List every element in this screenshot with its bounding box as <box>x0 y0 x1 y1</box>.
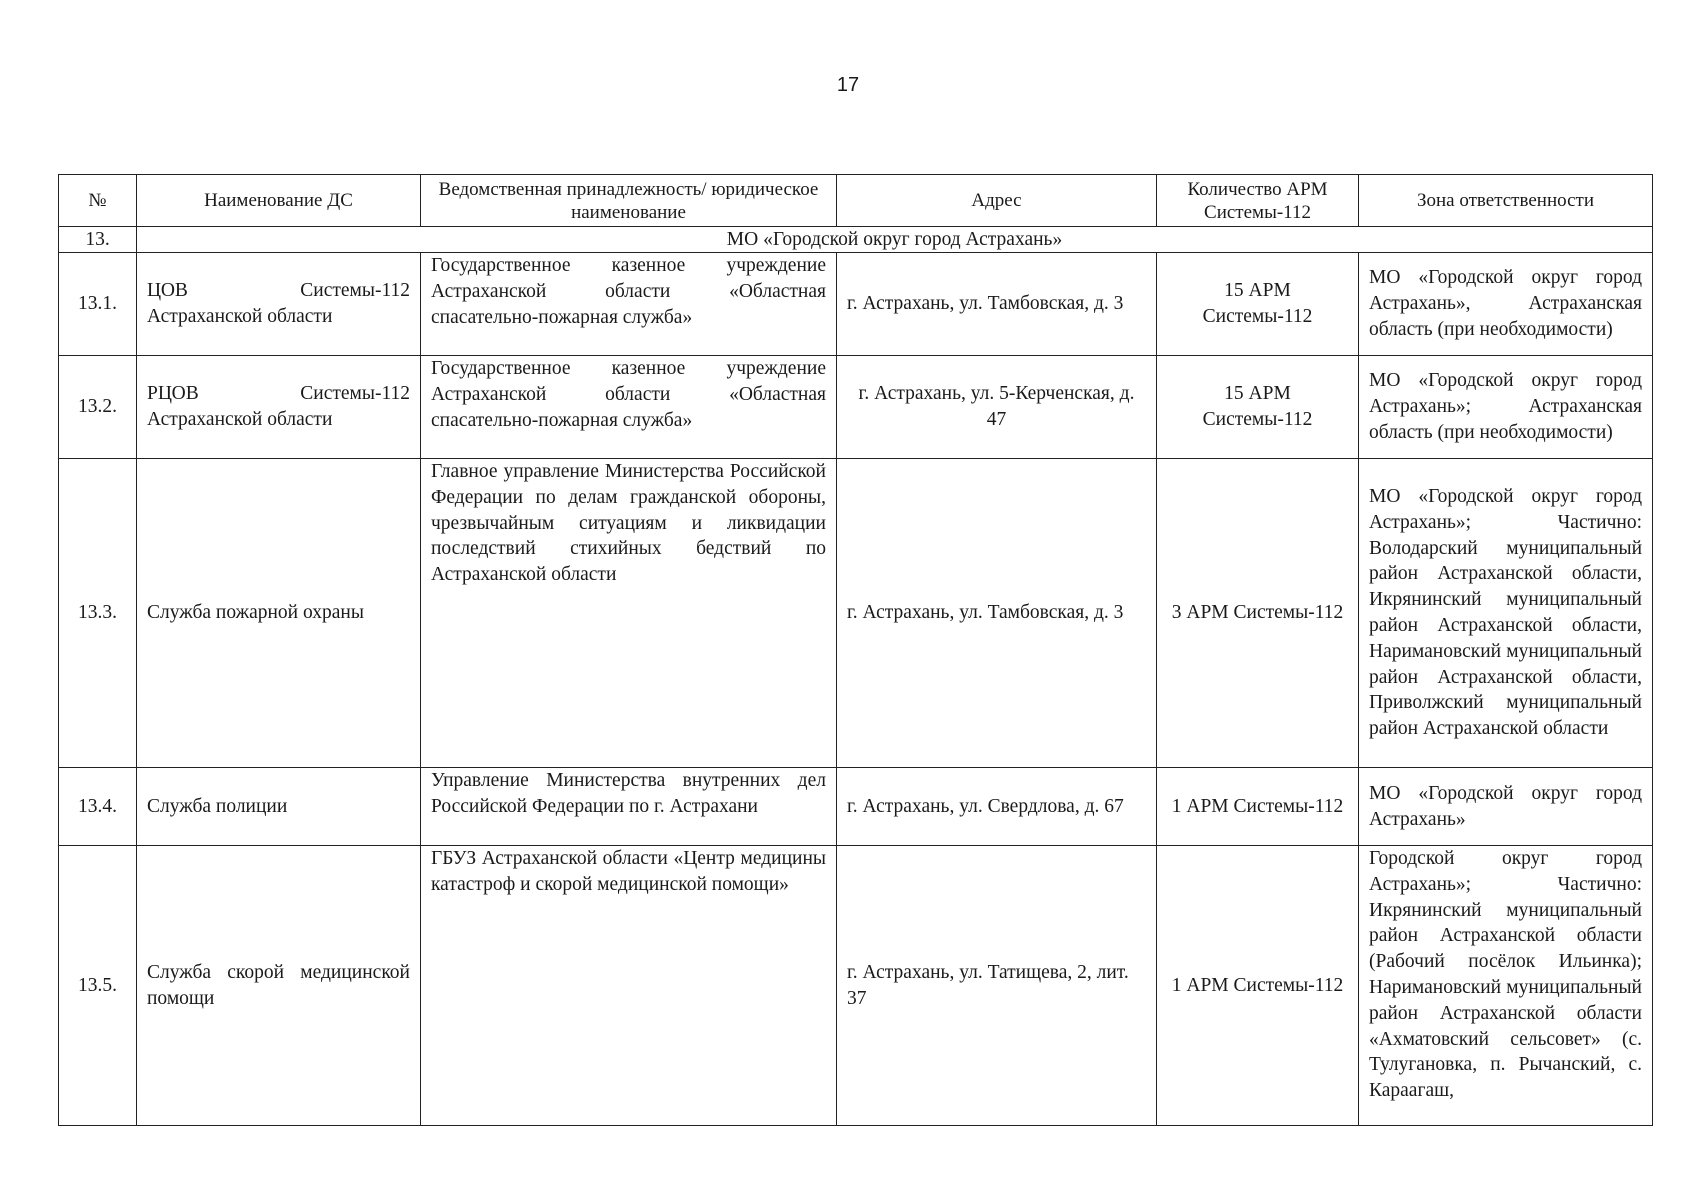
row-name: Служба полиции <box>137 768 421 846</box>
table-row <box>59 768 1653 846</box>
emergency-services-table <box>58 174 1653 1126</box>
row-department: Управление Министерства внутренних дел Российской Федерации по г. Астрахани <box>421 768 837 846</box>
table-row <box>59 356 1653 459</box>
table-row <box>59 253 1653 356</box>
header-department: Ведомственная принадлежность/ юридическое наименование <box>421 175 837 227</box>
row-arm-count: 1 АРМ Системы-112 <box>1157 768 1359 846</box>
row-address: г. Астрахань, ул. Татищева, 2, лит. 37 <box>837 846 1157 1126</box>
row-number: 13.3. <box>59 459 137 768</box>
row-department: Государственное казенное учреждение Астраханской области «Областная спасательно-пожарная служба» <box>421 356 837 459</box>
header-address: Адрес <box>837 175 1157 227</box>
row-zone: МО «Городской округ город Астрахань»; Частично: Володарский муниципальный район Астраханской области, Икрянинский муниципальный район Астраханской области, Наримановский муниципальный район Астраханской области, Приволжский муниципальный район Астраханской области <box>1359 459 1653 768</box>
row-address: г. Астрахань, ул. Тамбовская, д. 3 <box>837 459 1157 768</box>
row-arm-count: 15 АРМ Системы-112 <box>1157 356 1359 459</box>
header-number: № <box>59 175 137 227</box>
row-number: 13.2. <box>59 356 137 459</box>
row-name: ЦОВ Системы-112 Астраханской области <box>137 253 421 356</box>
row-address: г. Астрахань, ул. 5-Керченская, д. 47 <box>837 356 1157 459</box>
row-number: 13.1. <box>59 253 137 356</box>
table-row <box>59 846 1653 1126</box>
row-arm-count: 3 АРМ Системы-112 <box>1157 459 1359 768</box>
row-name: РЦОВ Системы-112 Астраханской области <box>137 356 421 459</box>
table-header-row <box>59 175 1653 227</box>
header-arm-count: Количество АРМ Системы-112 <box>1157 175 1359 227</box>
row-department: ГБУЗ Астраханской области «Центр медицины катастроф и скорой медицинской помощи» <box>421 846 837 1126</box>
header-zone: Зона ответственности <box>1359 175 1653 227</box>
row-zone: МО «Городской округ город Астрахань», Астраханская область (при необходимости) <box>1359 253 1653 356</box>
row-address: г. Астрахань, ул. Свердлова, д. 67 <box>837 768 1157 846</box>
row-name: Служба пожарной охраны <box>137 459 421 768</box>
header-name: Наименование ДС <box>137 175 421 227</box>
row-address: г. Астрахань, ул. Тамбовская, д. 3 <box>837 253 1157 356</box>
row-arm-count: 1 АРМ Системы-112 <box>1157 846 1359 1126</box>
section-title: МО «Городской округ город Астрахань» <box>137 227 1653 253</box>
section-number: 13. <box>59 227 137 253</box>
row-department: Главное управление Министерства Российской Федерации по делам гражданской обороны, чрезвычайным ситуациям и ликвидации последствий стихийных бедствий по Астраханской области <box>421 459 837 768</box>
table-row <box>59 459 1653 768</box>
section-row <box>59 227 1653 253</box>
row-department: Государственное казенное учреждение Астраханской области «Областная спасательно-пожарная служба» <box>421 253 837 356</box>
row-zone: Городской округ город Астрахань»; Частично: Икрянинский муниципальный район Астраханской области (Рабочий посёлок Ильинка); Наримановский муниципальный район Астраханской области «Ахматовский сельсовет» (с. Тулугановка, п. Рычанский, с. Караагаш, <box>1359 846 1653 1126</box>
page-number: 17 <box>836 74 860 96</box>
row-zone: МО «Городской округ город Астрахань» <box>1359 768 1653 846</box>
row-arm-count: 15 АРМ Системы-112 <box>1157 253 1359 356</box>
row-zone: МО «Городской округ город Астрахань»; Астраханская область (при необходимости) <box>1359 356 1653 459</box>
row-number: 13.5. <box>59 846 137 1126</box>
row-number: 13.4. <box>59 768 137 846</box>
row-name: Служба скорой медицинской помощи <box>137 846 421 1126</box>
